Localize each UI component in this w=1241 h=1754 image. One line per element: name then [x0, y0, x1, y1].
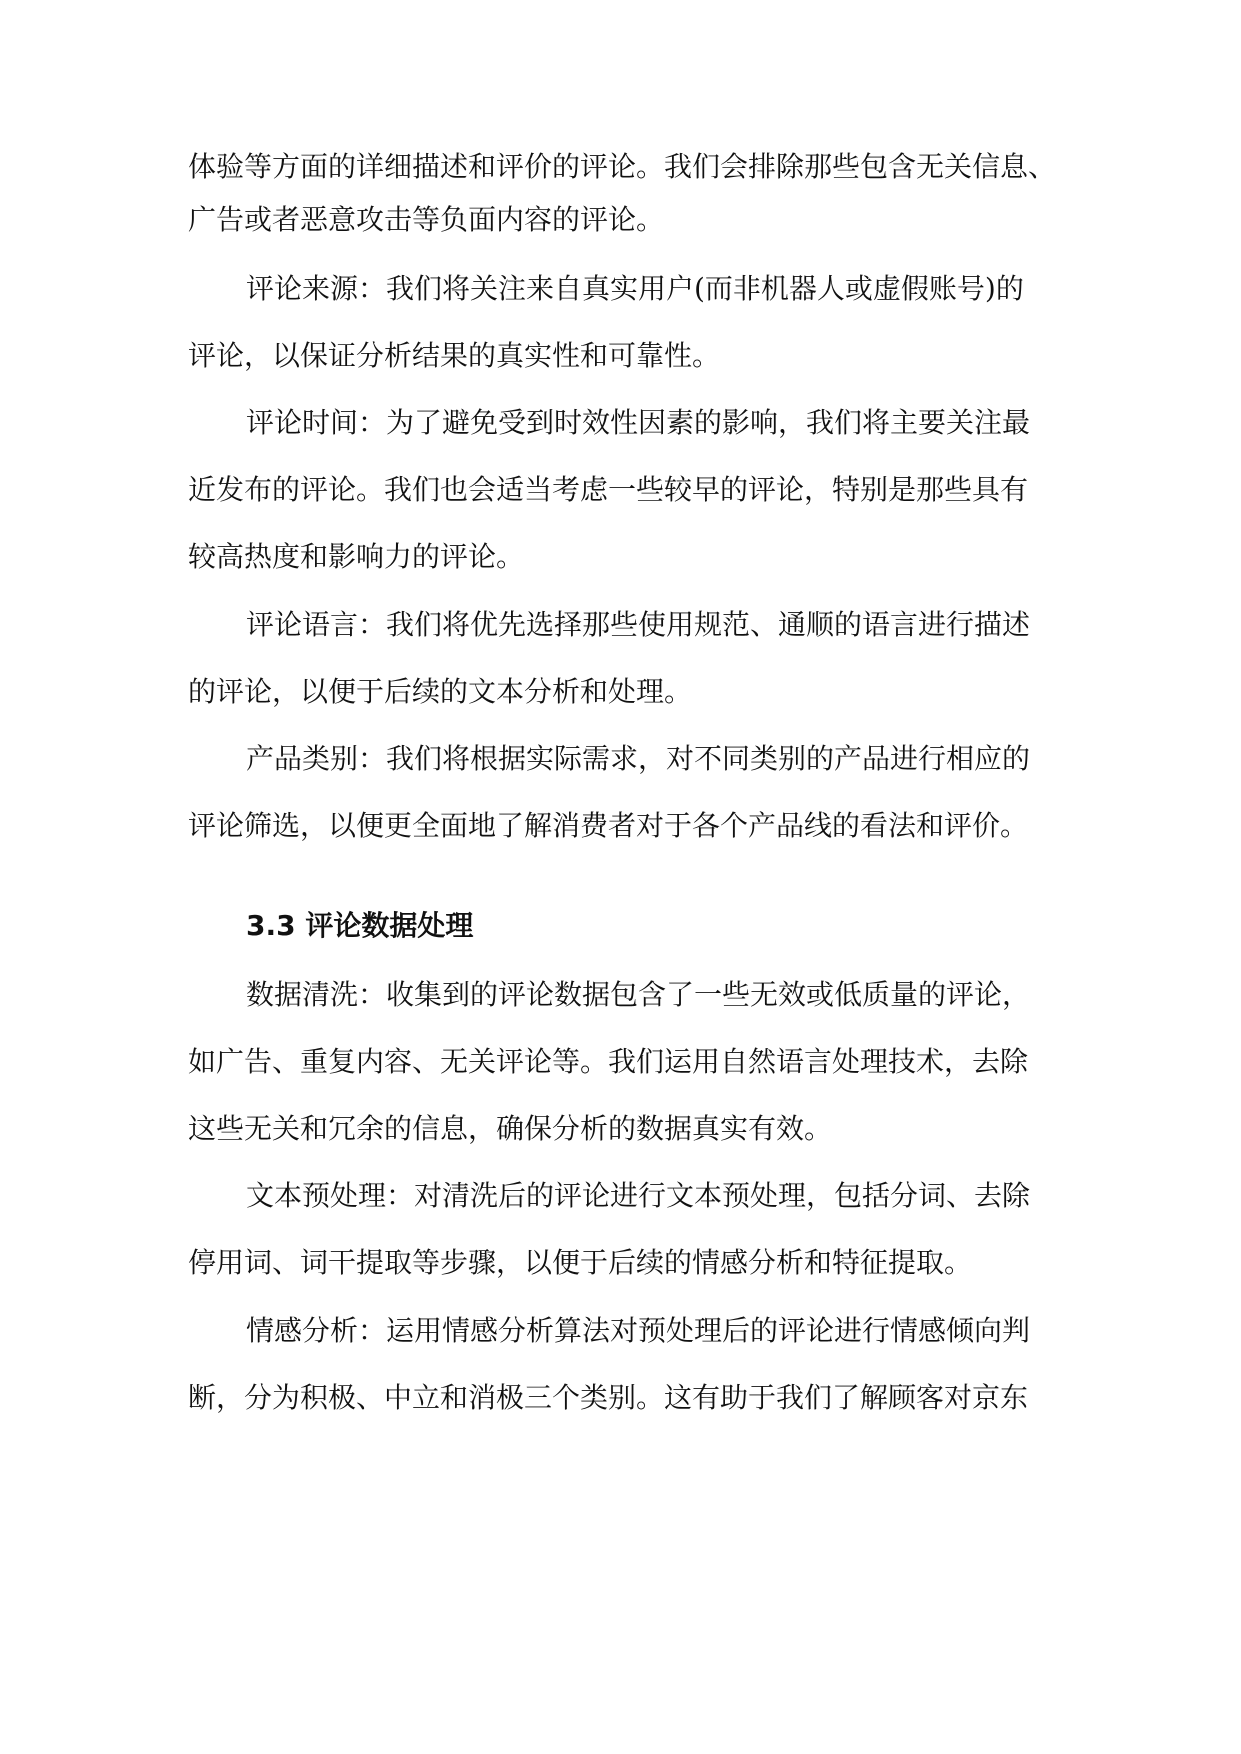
paragraph-line: 情感分析：运用情感分析算法对预处理后的评论进行情感倾向判: [246, 1314, 1031, 1347]
paragraph-line: 这些无关和冗余的信息，确保分析的数据真实有效。: [188, 1112, 833, 1145]
paragraph-line: 评论，以保证分析结果的真实性和可靠性。: [188, 339, 721, 372]
paragraph-line: 断，分为积极、中立和消极三个类别。这有助于我们了解顾客对京东: [188, 1381, 1029, 1414]
paragraph-line: 评论来源：我们将关注来自真实用户(而非机器人或虚假账号)的: [246, 272, 1024, 305]
paragraph-line: 产品类别：我们将根据实际需求，对不同类别的产品进行相应的: [246, 742, 1031, 775]
paragraph-line: 广告或者恶意攻击等负面内容的评论。: [188, 203, 665, 236]
paragraph-line: 的评论，以便于后续的文本分析和处理。: [188, 675, 693, 708]
section-heading: 3.3 评论数据处理: [246, 909, 474, 942]
paragraph-line: 评论时间：为了避免受到时效性因素的影响，我们将主要关注最: [246, 406, 1031, 439]
paragraph-line: 如广告、重复内容、无关评论等。我们运用自然语言处理技术，去除: [188, 1045, 1029, 1078]
paragraph-line: 体验等方面的详细描述和评价的评论。我们会排除那些包含无关信息、: [188, 150, 1057, 183]
paragraph-line: 近发布的评论。我们也会适当考虑一些较早的评论，特别是那些具有: [188, 473, 1029, 506]
paragraph-line: 停用词、词干提取等步骤，以便于后续的情感分析和特征提取。: [188, 1246, 973, 1279]
paragraph-line: 较高热度和影响力的评论。: [188, 540, 525, 573]
paragraph-line: 评论筛选，以便更全面地了解消费者对于各个产品线的看法和评价。: [188, 809, 1029, 842]
paragraph-line: 文本预处理：对清洗后的评论进行文本预处理，包括分词、去除: [246, 1179, 1031, 1212]
paragraph-line: 数据清洗：收集到的评论数据包含了一些无效或低质量的评论，: [246, 978, 1031, 1011]
paragraph-line: 评论语言：我们将优先选择那些使用规范、通顺的语言进行描述: [246, 608, 1031, 641]
